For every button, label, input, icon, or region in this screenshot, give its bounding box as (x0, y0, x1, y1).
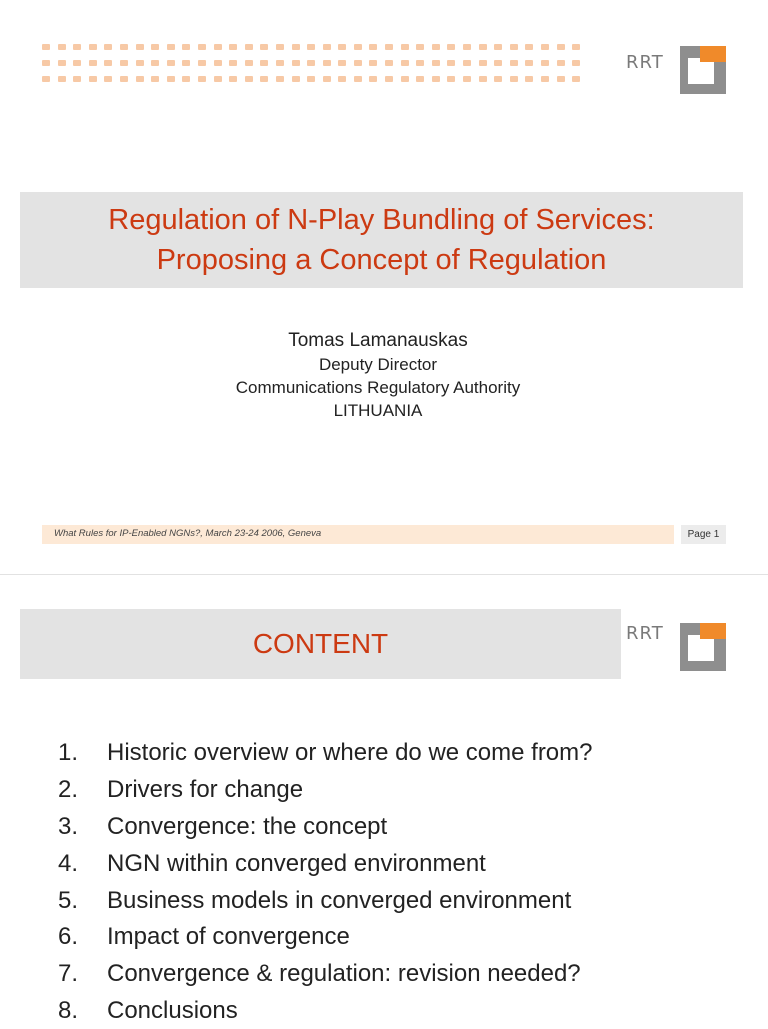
decorative-dot (510, 76, 518, 82)
decorative-dot (323, 76, 331, 82)
list-item-text: Impact of convergence (107, 923, 350, 951)
list-item-number: 8. (58, 996, 79, 1024)
list-item-text: Drivers for change (107, 776, 304, 804)
decorative-dot (385, 60, 393, 66)
decorative-dot (214, 76, 222, 82)
decorative-dot (214, 60, 222, 66)
decorative-dot (401, 76, 409, 82)
decorative-dot (151, 76, 159, 82)
decorative-dot (292, 44, 300, 50)
decorative-dot (323, 60, 331, 66)
author-country: LITHUANIA (333, 401, 423, 420)
decorative-dot (572, 44, 580, 50)
author-role: Deputy Director (318, 355, 438, 374)
list-item (58, 735, 593, 772)
decorative-dot (198, 60, 206, 66)
list-item-text: Convergence & regulation: revision needed? (107, 960, 581, 988)
content-title-band (20, 609, 621, 679)
decorative-dot (182, 44, 190, 50)
decorative-dot (229, 44, 237, 50)
list-item (58, 882, 593, 919)
list-item-number: 1. (58, 739, 79, 767)
table-of-contents (58, 735, 593, 1029)
decorative-dot (245, 60, 253, 66)
decorative-dot (447, 44, 455, 50)
decorative-dot (338, 76, 346, 82)
decorative-dot (245, 76, 253, 82)
list-item-text: Convergence: the concept (107, 812, 388, 840)
content-title: CONTENT (252, 628, 389, 659)
decorative-dot (369, 60, 377, 66)
decorative-dot (260, 76, 268, 82)
list-item-number: 4. (58, 849, 79, 877)
list-item-number: 3. (58, 812, 79, 840)
footer-event-text: What Rules for IP-Enabled NGNs?, March 23-24 2006, Geneva (54, 528, 322, 539)
decorative-dot (494, 44, 502, 50)
decorative-dot (479, 76, 487, 82)
decorative-dot (557, 76, 565, 82)
content-slide (0, 575, 768, 1024)
decorative-dot (151, 44, 159, 50)
decorative-dot (354, 60, 362, 66)
decorative-dot (136, 60, 144, 66)
decorative-dot (104, 44, 112, 50)
decorative-dot (401, 44, 409, 50)
decorative-dot (479, 44, 487, 50)
decorative-dot (338, 60, 346, 66)
decorative-dot (447, 60, 455, 66)
list-item (58, 956, 593, 993)
decorative-dot (198, 44, 206, 50)
decorative-dot (42, 44, 50, 50)
decorative-dot (58, 76, 66, 82)
decorative-dot (494, 76, 502, 82)
author-organization: Communications Regulatory Authority (235, 378, 521, 397)
decorative-dot-pattern (42, 44, 582, 94)
decorative-dot (245, 44, 253, 50)
decorative-dot (214, 44, 222, 50)
decorative-dot (73, 76, 81, 82)
decorative-dot (307, 60, 315, 66)
decorative-dot (120, 60, 128, 66)
decorative-dot (136, 44, 144, 50)
decorative-dot (510, 44, 518, 50)
decorative-dot (89, 60, 97, 66)
decorative-dot (369, 76, 377, 82)
decorative-dot (510, 60, 518, 66)
decorative-dot (416, 76, 424, 82)
list-item-number: 2. (58, 776, 79, 804)
decorative-dot (104, 60, 112, 66)
decorative-dot (432, 60, 440, 66)
decorative-dot (369, 44, 377, 50)
decorative-dot (58, 60, 66, 66)
decorative-dot (416, 44, 424, 50)
decorative-dot (541, 60, 549, 66)
decorative-dot (151, 60, 159, 66)
list-item-number: 7. (58, 960, 79, 988)
decorative-dot (276, 60, 284, 66)
decorative-dot (525, 44, 533, 50)
decorative-dot (89, 76, 97, 82)
decorative-dot (120, 76, 128, 82)
decorative-dot (525, 76, 533, 82)
decorative-dot (525, 60, 533, 66)
decorative-dot (338, 44, 346, 50)
decorative-dot (73, 44, 81, 50)
list-item (58, 919, 593, 956)
list-item-text: NGN within converged environment (107, 849, 486, 877)
list-item-text: Historic overview or where do we come from? (107, 739, 593, 767)
list-item (58, 772, 593, 809)
decorative-dot (198, 76, 206, 82)
decorative-dot (229, 60, 237, 66)
decorative-dot (494, 60, 502, 66)
decorative-dot (260, 60, 268, 66)
decorative-dot (572, 60, 580, 66)
decorative-dot (541, 76, 549, 82)
decorative-dot (557, 44, 565, 50)
decorative-dot (89, 44, 97, 50)
footer-bar (42, 525, 674, 544)
decorative-dot (260, 44, 268, 50)
list-item-text: Business models in converged environment (107, 886, 572, 914)
decorative-dot (416, 60, 424, 66)
decorative-dot (182, 60, 190, 66)
rrt-logo (626, 619, 726, 673)
decorative-dot (167, 44, 175, 50)
list-item (58, 809, 593, 846)
decorative-dot (182, 76, 190, 82)
decorative-dot (292, 76, 300, 82)
decorative-dot (463, 44, 471, 50)
decorative-dot (167, 60, 175, 66)
decorative-dot (229, 76, 237, 82)
decorative-dot (120, 44, 128, 50)
decorative-dot (42, 60, 50, 66)
decorative-dot (354, 44, 362, 50)
decorative-dot (307, 76, 315, 82)
decorative-dot (167, 76, 175, 82)
list-item (58, 845, 593, 882)
decorative-dot (541, 44, 549, 50)
decorative-dot (42, 76, 50, 82)
decorative-dot (73, 60, 81, 66)
decorative-dot (104, 76, 112, 82)
decorative-dot (385, 44, 393, 50)
decorative-dot (479, 60, 487, 66)
decorative-dot (557, 60, 565, 66)
list-item-text: Conclusions (107, 996, 238, 1024)
presentation-title-line-1: Regulation of N-Play Bundling of Services: (108, 204, 655, 236)
decorative-dot (276, 76, 284, 82)
logo-text: RRT (626, 623, 664, 644)
page-number: Page 1 (681, 525, 726, 544)
logo-text: RRT (626, 52, 664, 73)
decorative-dot (323, 44, 331, 50)
decorative-dot (432, 44, 440, 50)
list-item-number: 5. (58, 886, 79, 914)
decorative-dot (292, 60, 300, 66)
decorative-dot (307, 44, 315, 50)
decorative-dot (276, 44, 284, 50)
author-name: Tomas Lamanauskas (288, 330, 468, 351)
presentation-title-line-2: Proposing a Concept of Regulation (156, 244, 607, 276)
decorative-dot (572, 76, 580, 82)
decorative-dot (58, 44, 66, 50)
decorative-dot (385, 76, 393, 82)
list-item-number: 6. (58, 923, 79, 951)
decorative-dot (401, 60, 409, 66)
decorative-dot (463, 76, 471, 82)
title-band (20, 192, 743, 288)
decorative-dot (432, 76, 440, 82)
decorative-dot (136, 76, 144, 82)
rrt-logo (626, 44, 726, 98)
decorative-dot (447, 76, 455, 82)
decorative-dot (463, 60, 471, 66)
author-block (0, 328, 756, 422)
decorative-dot (354, 76, 362, 82)
